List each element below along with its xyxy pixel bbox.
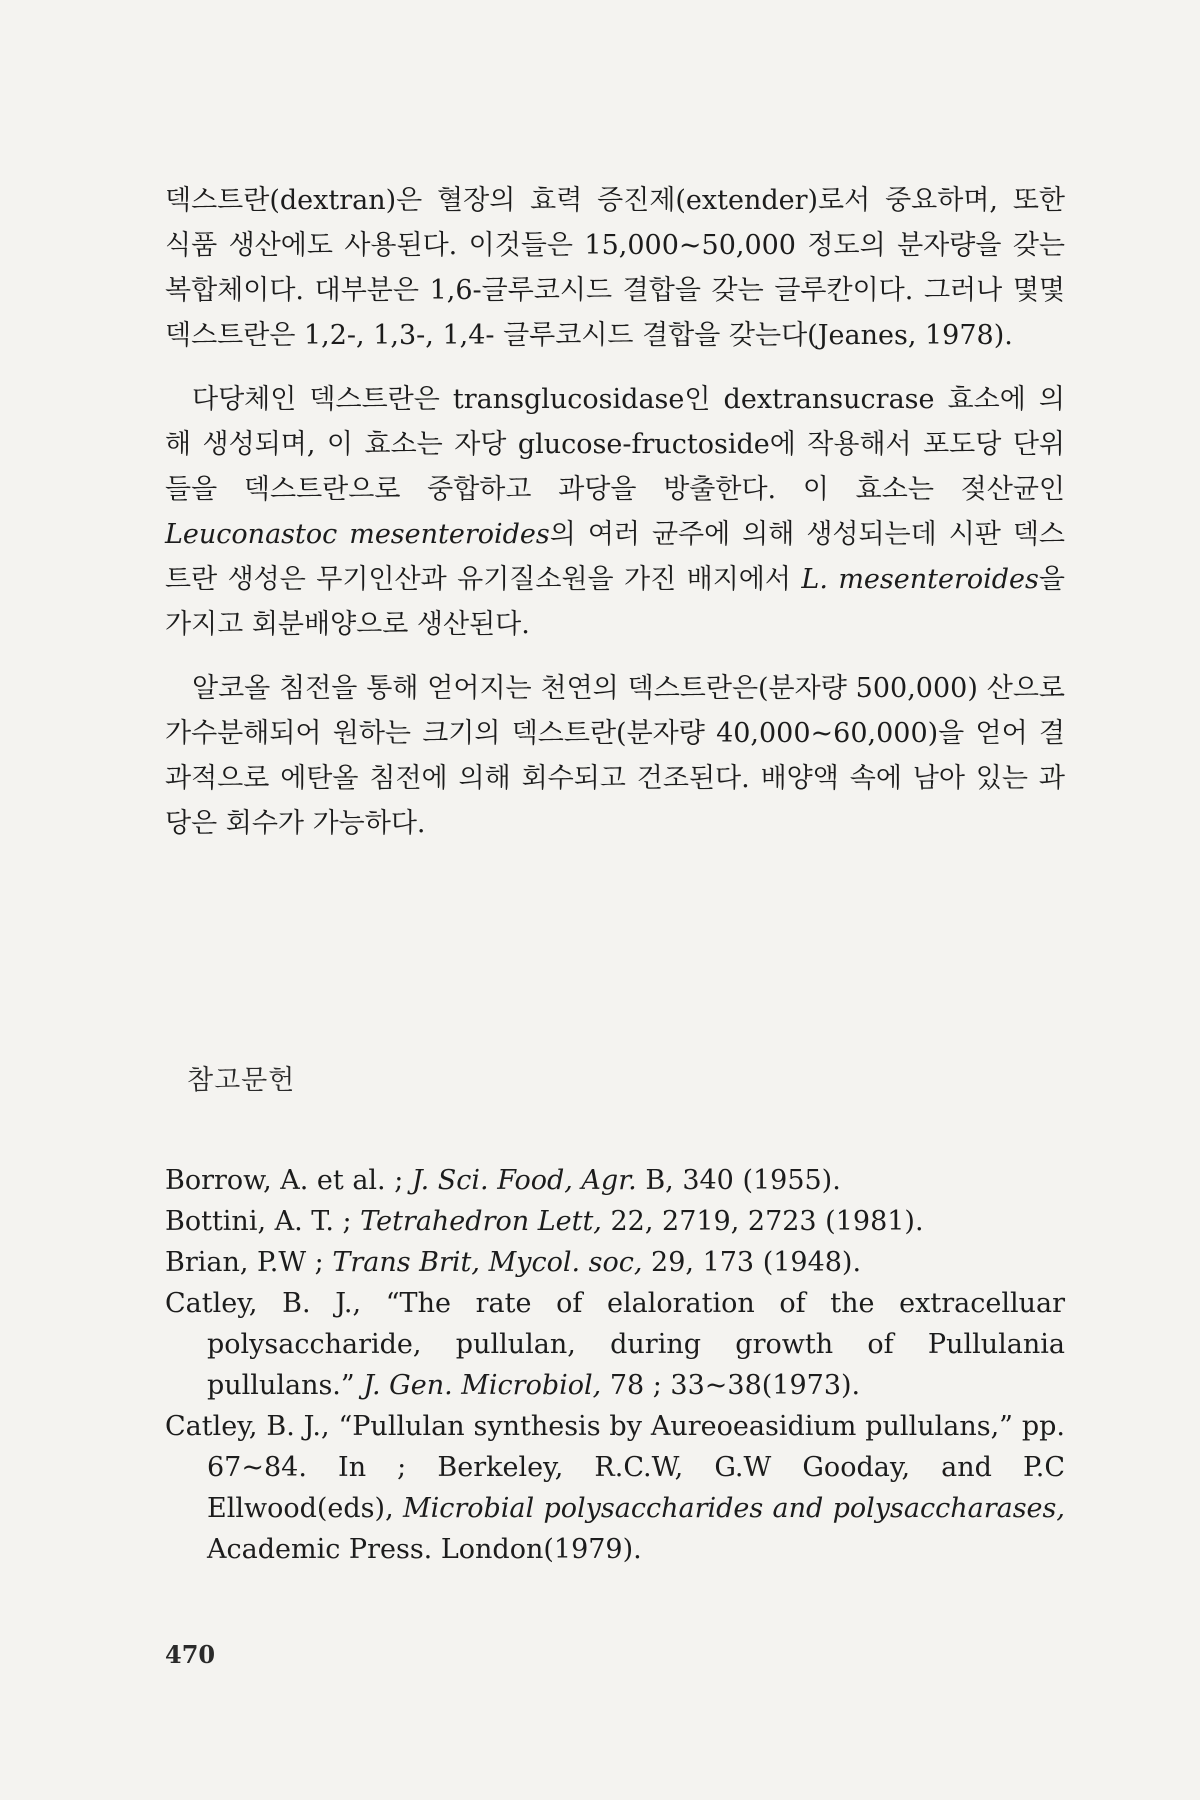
paragraph-2-text-b: 의 여러 균주에 의해 생성되는데 시판 덱스트란 생성은 무기인산과 유기질소원을 가진 배지에서 bbox=[165, 519, 1065, 595]
paragraph-2-species-name: Leuconastoc mesenteroides bbox=[165, 519, 550, 550]
page-number: 470 bbox=[165, 1640, 216, 1669]
references-list bbox=[165, 1160, 1065, 1570]
reference-1-journal: J. Sci. Food, Agr. bbox=[411, 1165, 637, 1196]
paragraph-1 bbox=[165, 178, 1065, 358]
reference-item-5 bbox=[165, 1406, 1065, 1570]
reference-item-2 bbox=[165, 1201, 1065, 1242]
reference-item-1 bbox=[165, 1160, 1065, 1201]
reference-2-journal: Tetrahedron Lett, bbox=[360, 1206, 602, 1237]
reference-item-4 bbox=[165, 1283, 1065, 1406]
references-heading: 참고문헌 bbox=[187, 1065, 296, 1096]
reference-3-details: 29, 173 (1948). bbox=[642, 1247, 862, 1278]
reference-3-authors: Brian, P.W ; bbox=[165, 1247, 333, 1278]
reference-5-details: Academic Press. London(1979). bbox=[207, 1534, 642, 1565]
reference-5-book: Microbial polysaccharides and polysaccharases, bbox=[402, 1493, 1065, 1524]
paragraph-3-text: 알코올 침전을 통해 얻어지는 천연의 덱스트란은(분자량 500,000) 산으로 가수분해되어 원하는 크기의 덱스트란(분자량 40,000~60,000)을 얻어 결과적으로 에탄올 침전에 의해 회수되고 건조된다. 배양액 속에 남아 있는 과당은 회수가 가능하다. bbox=[165, 673, 1065, 839]
paragraph-2-text-a: 다당체인 덱스트란은 transglucosidase인 dextransucrase 효소에 의해 생성되며, 이 효소는 자당 glucose-fructoside에 작용해서 포도당 단위들을 덱스트란으로 중합하고 과당을 방출한다. 이 효소는 젖산균인 bbox=[165, 384, 1065, 505]
reference-5-authors: Catley, B. J., “Pullulan synthesis by Aureoeasidium pullulans,” pp. 67~84. In ; Berkeley, R.C.W, G.W Gooday, and P.C Ellwood(eds), bbox=[165, 1411, 1065, 1524]
paragraph-1-text: 덱스트란(dextran)은 혈장의 효력 증진제(extender)로서 중요하며, 또한 식품 생산에도 사용된다. 이것들은 15,000~50,000 정도의 분자량을 갖는 복합체이다. 대부분은 1,6-글루코시드 결합을 갖는 글루칸이다. 그러나 몇몇 덱스트란은 1,2-, 1,3-, 1,4- 글루코시드 결합을 갖는다(Jeanes, 1978). bbox=[165, 185, 1065, 351]
paragraph-3 bbox=[165, 666, 1065, 846]
body-text bbox=[165, 178, 1065, 865]
reference-4-journal: J. Gen. Microbiol, bbox=[363, 1370, 602, 1401]
paragraph-2-text-c: 을 가지고 회분배양으로 생산된다. bbox=[165, 564, 1065, 640]
reference-1-authors: Borrow, A. et al. ; bbox=[165, 1165, 412, 1196]
paragraph-2-species-abbrev: L. mesenteroides bbox=[801, 564, 1039, 595]
reference-4-authors: Catley, B. J., “The rate of elaloration of the extracelluar polysaccharide, pullulan, during growth of Pullulania pullulans.” bbox=[165, 1288, 1065, 1401]
reference-2-authors: Bottini, A. T. ; bbox=[165, 1206, 361, 1237]
reference-3-journal: Trans Brit, Mycol. soc, bbox=[332, 1247, 643, 1278]
reference-4-details: 78 ; 33~38(1973). bbox=[601, 1370, 861, 1401]
reference-item-3 bbox=[165, 1242, 1065, 1283]
paragraph-2 bbox=[165, 377, 1065, 647]
reference-1-details: B, 340 (1955). bbox=[636, 1165, 841, 1196]
reference-2-details: 22, 2719, 2723 (1981). bbox=[601, 1206, 924, 1237]
